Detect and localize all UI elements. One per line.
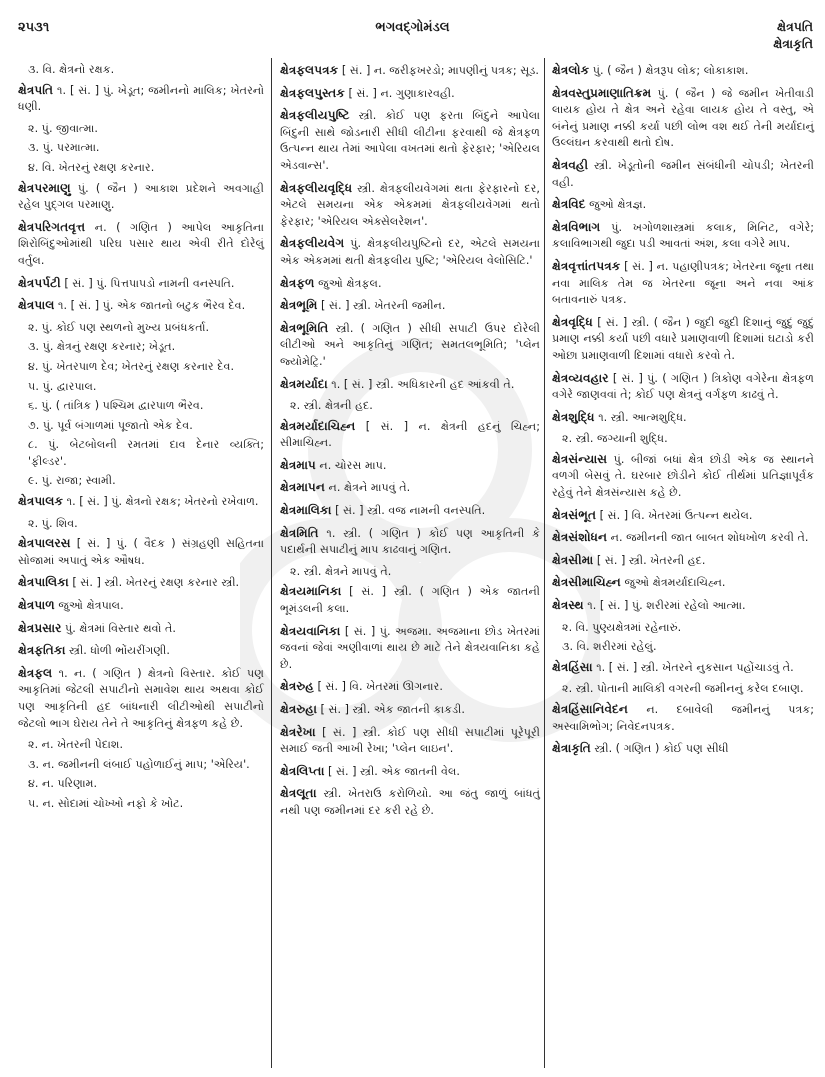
dictionary-entry <box>280 320 540 371</box>
definition-text: [ સં. ] સ્ત્રી. કોઈ પણ સીધી સપાટીમાં પૂરેપૂરી સમાઈ જતી આખી રેખા; 'પ્લેન લાઇન'. <box>280 725 540 756</box>
headword: ક્ષેત્રપતિ <box>18 82 54 97</box>
definition-text: ૪. પું. ખેતરપાળ દેવ; ખેતરનું રક્ષણ કરનાર દેવ. <box>28 359 235 373</box>
headword: ક્ષેત્રવિભાગ <box>552 219 601 234</box>
dictionary-entry <box>18 574 264 592</box>
page-number: ૨૫૩૧ <box>18 20 50 35</box>
headword: ક્ષેત્રવ્યવહાર <box>552 370 609 385</box>
definition-text: પું. ( જૈન ) આકાશ પ્રદેશને અવગાહી રહેલ પુદ્ગલ પરમાણુ. <box>18 181 264 212</box>
dictionary-entry <box>552 659 814 677</box>
entry-sense <box>28 398 264 415</box>
definition-text: ૨. ન. ખેતરની પેદાશ. <box>28 738 124 752</box>
headword: ક્ષેત્રપાલિકા <box>18 575 69 590</box>
entry-sense <box>28 776 264 793</box>
headword: ક્ષેત્રમાલિકા <box>280 503 332 518</box>
dictionary-entry <box>552 740 814 758</box>
definition-text: [ સં. ] સ્ત્રી. ખેતરનું રક્ષણ કરનાર સ્ત્રી. <box>72 576 240 590</box>
definition-text: ૧. [ સં. ] પું. ક્ષેત્રનો રક્ષક; ખેતરનો રખેવાળ. <box>66 495 259 509</box>
definition-text: પું. ખગોળશાસ્ત્રમાં કલાક, મિનિટ, વગેરે; કલાવિભાગથી જુદા પડી આવતાં અંશ, કલા વગેરે માપ. <box>552 220 814 251</box>
headword: ક્ષેત્રશુદ્ધિ <box>552 409 595 424</box>
dictionary-entry <box>280 701 540 719</box>
headword: ક્ષેત્રયવાનિકા <box>280 623 341 638</box>
definition-text: ૩. ન. જમીનની લંબાઈ પહોળાઈનું માપ; 'એરિય'. <box>28 757 250 771</box>
definition-text: સ્ત્રી. ( ગણિત ) સીધી સપાટી ઉપર દોરેલી લીટીઓ અને આકૃતિનું ગણિત; સમતલભૂમિતિ; 'પ્લેન જ્યોમેટ્રિ.' <box>280 321 540 368</box>
headword: ક્ષેત્રવસ્તુપ્રમાણાતિક્રમ <box>552 85 652 100</box>
entry-sense <box>290 398 540 415</box>
column-1 <box>18 62 264 816</box>
headword: ક્ષેત્રાકૃતિ <box>552 741 591 756</box>
headword: ક્ષેત્રપર્પટી <box>18 275 61 290</box>
entry-sense <box>28 339 264 356</box>
definition-text: ૨. પું. જીવાત્મા. <box>28 121 98 135</box>
entry-sense <box>28 418 264 435</box>
definition-text: [ સં. ] પું. ( વૈદક ) સંગ્રહણી સહિતના સોજામાં અપાતું એક ઔષધ. <box>18 537 264 567</box>
definition-text: ૫. ન. સોદામાં ચોખ્ખો નફો કે ખોટ. <box>28 796 184 810</box>
definition-text: જુઓ ક્ષેત્રફલ. <box>318 276 382 290</box>
dictionary-entry <box>552 314 814 365</box>
definition-text: પું. ( જૈન ) જે જમીન ખેતીવાડી લાયક હોય તે ક્ષેત્ર અને રહેવા લાયક હોય તે વસ્તુ, એ બંનેનું પ્રમાણ નક્કી કર્યા પછી લોભ વશ થઈ તેની મર્યાદાનું ઉલ્લંઘન કરવાથી થતો દોષ. <box>552 86 814 150</box>
dictionary-entry <box>18 597 264 615</box>
dictionary-entry <box>280 479 540 497</box>
definition-text: [ સં. ] સ્ત્રી. ( ગણિત ) એક જાતની ભૂમંડલની કલા. <box>280 585 540 616</box>
headword: ક્ષેત્રપરમાણુ <box>18 180 71 195</box>
headword: ક્ષેત્રહિંસા <box>552 659 593 674</box>
definition-text: [ સં. ] પું. અજમા. અજમાના છોડ ખેતરમાં જવનાં જેવાં અણીવાળાં થાય છે માટે તેને ક્ષેત્રયવાનિકા કહે છે. <box>280 624 540 671</box>
definition-text: [ સં. ] ન. જરીફખરડો; માપણીનું પત્રક; સૂડ. <box>341 64 539 77</box>
definition-text: ૩. વિ. ક્ષેત્રનો રક્ષક. <box>28 63 115 76</box>
definition-text: ન. ( ગણિત ) આપેલ આકૃતિના શિરોબિંદુઓમાંથી પરિઘ પસાર થાય એવી રીતે દોરેલું વર્તુલ. <box>18 220 265 267</box>
dictionary-entry <box>280 724 540 758</box>
definition-text: [ સં. ] પું. પિત્તપાપડો નામની વનસ્પતિ. <box>64 276 235 290</box>
definition-text: ૨. સ્ત્રી. ક્ષેત્રની હદ. <box>290 399 373 413</box>
definition-text: ૨. પું. કોઈ પણ સ્થળનો મુખ્ય પ્રબંધકર્તા. <box>28 320 210 334</box>
dictionary-entry <box>552 451 814 502</box>
entry-sense <box>28 737 264 754</box>
definition-text: ન. જમીનની જાત બાબત શોધખોળ કરવી તે. <box>610 531 809 545</box>
definition-text: ૨. સ્ત્રી. પોતાની માલિકી વગરની જમીનનું કરેલ દબાણ. <box>562 682 804 696</box>
dictionary-entry <box>552 370 814 404</box>
headword: ક્ષેત્રવૃત્તાંતપત્રક <box>552 258 621 273</box>
entry-sense <box>562 639 814 656</box>
headword: ક્ષેત્રફલપુસ્તક <box>280 85 345 100</box>
definition-text: ૪. ન. પરિણામ. <box>28 777 98 791</box>
headword: ક્ષેત્રમાપન <box>280 480 325 495</box>
dictionary-entry <box>18 297 264 315</box>
dictionary-entry <box>280 457 540 475</box>
headword: ક્ષેત્રરુહ <box>280 679 314 694</box>
definition-text: ૨. પું. શિવ. <box>28 516 78 530</box>
definition-text: ૯. પું. રાજા; સ્વામી. <box>28 474 116 488</box>
definition-text: [ સં. ] સ્ત્રી. ખેતરની હદ. <box>596 553 706 567</box>
headword: ક્ષેત્રલૂતા <box>280 786 317 801</box>
definition-text: [ સં. ] સ્ત્રી. ( જૈન ) જુદી જુદી દિશાનું જુદું જુદું પ્રમાણ નક્કી કર્યા પછી વધારે પ્રમાણવાળી દિશામાં ઘટાડો કરી ઓછા પ્રમાણવાળી દિશામાં વધારો કરવો તે. <box>552 315 815 362</box>
column-divider <box>544 58 545 1068</box>
definition-text: ન. ક્ષેત્રને માપવું તે. <box>328 481 411 495</box>
headword: ક્ષેત્રભૂમિ <box>280 298 318 313</box>
definition-text: [ સં. ] સ્ત્રી. એક જાતની કાકડી. <box>320 703 465 716</box>
headword: ક્ષેત્રફતિકા <box>18 643 66 658</box>
definition-text: સ્ત્રી. ખેડૂતોની જમીન સંબંધીની ચોપડી; ખેતરની વહી. <box>552 158 815 189</box>
headword: ક્ષેત્રલિપ્તા <box>280 763 325 778</box>
entry-sense <box>28 379 264 396</box>
definition-text: ૨. સ્ત્રી. ક્ષેત્રને માપવું તે. <box>290 564 392 578</box>
definition-text: સ્ત્રી. ખેતરાઉ કરોળિયો. આ જંતુ જાળું બાંધતું નથી પણ જમીનમાં દર કરી રહે છે. <box>280 787 540 817</box>
dictionary-entry <box>280 107 540 174</box>
definition-text: [ સં. ] ન. ક્ષેત્રની હદનું ચિહ્ન; સીમાચિહ્ન. <box>280 419 541 450</box>
page-header <box>0 14 825 54</box>
dictionary-entry <box>552 409 814 427</box>
headword: ક્ષેત્રસીમા <box>552 552 594 567</box>
headword: ક્ષેત્રપાલ <box>18 298 55 313</box>
definition-text: ૧. [ સં. ] સ્ત્રી. ખેતરને નુકસાન પહોંચાડવું તે. <box>596 660 794 674</box>
definition-text: જુઓ ક્ષેત્રપાલ. <box>58 599 124 613</box>
dictionary-entry <box>552 157 814 191</box>
definition-text: પું. ક્ષેત્રફલીયપુષ્ટિનો દર, એટલે સમયના એક એકમમાં થતી ક્ષેત્રફલીય પુષ્ટિ; 'એરિયલ વેલોસિટિ.' <box>280 237 540 267</box>
headword: ક્ષેત્રસંશોધન <box>552 530 608 545</box>
headword: ક્ષેત્રરેખા <box>280 724 316 739</box>
dictionary-entry <box>280 785 540 819</box>
headword: ક્ષેત્રભૂમિતિ <box>280 320 329 335</box>
dictionary-entry <box>552 196 814 214</box>
definition-text: [ સં. ] પું. ( ગણિત ) ત્રિકોણ વગેરેના ક્ષેત્રફળ વગેરે જાણવવાં તે; કોઈ પણ ક્ષેત્રનું વર્ગફળ કાઢવું તે. <box>552 371 814 402</box>
headword: ક્ષેત્રપરિગતવૃત્ત <box>18 219 86 234</box>
headword: ક્ષેત્રફળ <box>280 275 315 290</box>
entry-sense <box>28 516 264 533</box>
dictionary-entry <box>18 219 264 270</box>
column-divider <box>271 58 272 1068</box>
dictionary-entry <box>280 583 540 617</box>
headword: ક્ષેત્રસ્થ <box>552 598 584 613</box>
dictionary-entry <box>552 62 814 80</box>
headword: ક્ષેત્રવૃદ્ધિ <box>552 314 593 329</box>
dictionary-entry <box>18 665 264 732</box>
headword: ક્ષેત્રપાલરસ <box>18 536 71 551</box>
headword: ક્ષેત્રમિતિ <box>280 525 319 540</box>
dictionary-entry <box>552 219 814 253</box>
headword: ક્ષેત્રમર્યાદા <box>280 376 328 391</box>
definition-text: [ સં. ] સ્ત્રી. વજ નામની વનસ્પતિ. <box>335 504 486 518</box>
headword: ક્ષેત્રસંન્યાસ <box>552 451 608 466</box>
entry-sense <box>290 564 540 581</box>
definition-text: [ સં. ] ન. પહાણીપત્રક; ખેતરના જૂના તથા નવા માલિક તેમ જ ખેતરના જૂના અને નવા આંક બતાવનારું પત્રક. <box>552 259 814 307</box>
headword: ક્ષેત્રફલીયપુષ્ટિ <box>280 108 350 123</box>
definition-text: જુઓ ક્ષેત્રમર્યાદાચિહ્ન. <box>624 576 726 590</box>
guide-word-last: ક્ષેત્રાકૃતિ <box>773 36 813 51</box>
definition-text: ૩. વિ. શરીરમાં રહેલું. <box>562 640 657 654</box>
headword: ક્ષેત્રફલીયવેગ <box>280 236 345 251</box>
dictionary-entry <box>552 258 814 309</box>
headword: ક્ષેત્રપાલક <box>18 494 64 509</box>
headword: ક્ષેત્રહિંસાનિવેદન <box>552 702 628 716</box>
definition-text: ૫. પું. દ્વારપાલ. <box>28 379 97 393</box>
entry-sense <box>28 359 264 376</box>
definition-text: ૬. પું. ( તાંત્રિક ) પશ્ચિમ દ્વારપાળ ભૈરવ. <box>28 399 204 413</box>
dictionary-entry <box>552 85 814 152</box>
headword: ક્ષેત્રયમાનિકા <box>280 584 342 599</box>
headword: ક્ષેત્રફલપત્રક <box>280 63 339 77</box>
definition-text: [ સં. ] વિ. ખેતરમાં ઊગનાર. <box>317 680 443 694</box>
dictionary-entry <box>552 552 814 570</box>
definition-text: પું. ( જૈન ) ક્ષેત્રરૂપ લોક; લોકાકાશ. <box>592 64 749 77</box>
entry-sense <box>28 121 264 138</box>
dictionary-entry <box>280 525 540 559</box>
guide-words <box>773 18 813 52</box>
dictionary-entry <box>280 180 540 231</box>
dictionary-entry <box>552 507 814 525</box>
column-2 <box>280 62 540 825</box>
headword: ક્ષેત્રસંભૂત <box>552 507 597 522</box>
dictionary-entry <box>552 529 814 547</box>
definition-text: [ સં. ] સ્ત્રી. એક જાતની વેલ. <box>328 764 460 778</box>
entry-sense <box>28 437 264 470</box>
entry-sense <box>28 62 264 79</box>
entry-sense <box>28 160 264 177</box>
dictionary-entry <box>280 623 540 674</box>
entry-sense <box>562 431 814 448</box>
definition-text: સ્ત્રી. ધોળી ભોંયરીંગણી. <box>69 644 170 658</box>
definition-text: [ સં. ] ન. ગુણાકારવહી. <box>348 86 455 100</box>
definition-text: ૧. સ્ત્રી. આત્મશુદ્ધિ. <box>598 410 687 424</box>
definition-text: ૪. વિ. ખેતરનું રક્ષણ કરનાર. <box>28 160 155 174</box>
definition-text: ૩. પું. પરમાત્મા. <box>28 141 100 155</box>
dictionary-entry <box>18 620 264 638</box>
entry-sense <box>28 796 264 813</box>
definition-text: ૧. [ સં. ] પું. ખેડૂત; જમીનનો માલિક; ખેતરનો ધણી. <box>18 83 264 114</box>
dictionary-entry <box>18 535 264 569</box>
headword: ક્ષેત્રવહી <box>552 157 589 172</box>
guide-word-first: ક્ષેત્રપતિ <box>777 19 813 34</box>
dictionary-entry <box>18 180 264 214</box>
definition-text: ૭. પું. પૂર્વ બંગાળમાં પૂજાતો એક દેવ. <box>28 418 193 432</box>
dictionary-entry <box>280 235 540 269</box>
dictionary-entry <box>18 275 264 293</box>
page-title: ભગવદ્ગોમંડલ <box>375 20 450 35</box>
headword: ક્ષેત્રમર્યાદાચિહ્ન <box>280 418 356 433</box>
dictionary-entry <box>552 701 814 735</box>
definition-text: ૧. [ સં. ] પું. શરીરમાં રહેલો આત્મા. <box>587 599 746 613</box>
dictionary-entry <box>280 418 540 452</box>
dictionary-entry <box>552 574 814 592</box>
definition-text: ન. દબાવેલી જમીનનું પત્રક; અસ્વામિભોગ; નિવેદનપત્રક. <box>552 703 815 733</box>
dictionary-entry <box>18 493 264 511</box>
dictionary-entry <box>18 642 264 660</box>
definition-text: પું. ક્ષેત્રમાં વિસ્તાર થવો તે. <box>64 621 176 635</box>
definition-text: ૨. વિ. પુણ્યક્ષેત્રમાં રહેનારું. <box>562 620 682 634</box>
definition-text: સ્ત્રી. ક્ષેત્રફલીયવેગમાં થતા ફેરફારનો દર, એટલે સમયના એક એકમમાં ક્ષેત્રફલીયવેગમાં થતો ફેરફાર; 'એરિયલ એક્સેલરેશન'. <box>280 181 540 228</box>
definition-text: [ સં. ] સ્ત્રી. ખેતરની જમીન. <box>321 299 446 313</box>
entry-sense <box>562 620 814 637</box>
definition-text: ૧. [ સં. ] પું. એક જાતનો બટુક ભૈરવ દેવ. <box>58 299 246 313</box>
dictionary-entry <box>280 297 540 315</box>
headword: ક્ષેત્રપાળ <box>18 598 55 613</box>
definition-text: પું. બીજાં બધાં ક્ષેત્ર છોડી એક જ સ્થાનને વળગી બેસવું તે. ઘરબાર છોડીને કોઈ તીર્થમાં પ્રતિજ્ઞાપૂર્વક રહેવું તેને ક્ષેત્રસંન્યાસ કહે છે. <box>552 452 814 500</box>
headword: ક્ષેત્રમાપ <box>280 457 316 472</box>
definition-text: સ્ત્રી. ( ગણિત ) કોઈ પણ સીધી <box>594 742 729 756</box>
definition-text: ૧. સ્ત્રી. ( ગણિત ) કોઈ પણ આકૃતિની કે પદાર્થની સપાટીનું માપ કાઢવાનું ગણિત. <box>280 526 541 557</box>
dictionary-entry <box>280 275 540 293</box>
entry-sense <box>562 681 814 698</box>
headword: ક્ષેત્રરુહા <box>280 702 317 716</box>
entry-sense <box>28 140 264 157</box>
headword: ક્ષેત્રલોક <box>552 63 590 77</box>
definition-text: જુઓ ક્ષેત્રજ્ઞ. <box>589 198 647 212</box>
definition-text: ૮. પું. બેટબોલની રમતમાં દાવ દેનાર વ્યક્તિ; 'ફીલ્ડર'. <box>28 438 264 468</box>
definition-text: ન. ચોરસ માપ. <box>319 458 387 472</box>
dictionary-entry <box>280 678 540 696</box>
entry-sense <box>28 757 264 774</box>
dictionary-entry <box>18 82 264 116</box>
headword: ક્ષેત્રપ્રસાર <box>18 620 62 635</box>
headword: ક્ષેત્રફલીયવૃદ્ધિ <box>280 180 353 195</box>
definition-text: સ્ત્રી. કોઈ પણ ફરતા બિંદુને આપેલા બિંદુની સાથે જોડનારી સીધી લીટીના ફરવાથી જે ક્ષેત્રફળ ઉત્પન્ન થાય તેમાં આપેલા વખતમાં થતો ફેરફાર; 'એરિયલ એડવાન્સ'. <box>280 109 540 172</box>
entry-sense <box>28 473 264 490</box>
headword: ક્ષેત્રવિદ <box>552 197 586 212</box>
definition-text: ૩. પું. ક્ષેત્રનું રક્ષણ કરનાર; ખેડૂત. <box>28 340 176 354</box>
dictionary-entry <box>280 62 540 80</box>
dictionary-entry <box>552 597 814 615</box>
dictionary-entry <box>280 85 540 103</box>
column-3 <box>552 62 814 763</box>
definition-text: [ સં. ] વિ. ખેતરમાં ઉત્પન્ન થયેલ. <box>599 508 753 522</box>
definition-text: ૨. સ્ત્રી. જગ્યાની શુદ્ધિ. <box>562 432 668 446</box>
headword: ક્ષેત્રફલ <box>18 665 53 680</box>
dictionary-entry <box>280 376 540 394</box>
definition-text: ૧. ન. ( ગણિત ) ક્ષેત્રનો વિસ્તાર. કોઈ પણ આકૃતિમાં જેટલી સપાટીનો સમાવેશ થાય અથવા કોઈ પણ આકૃતિની હદ બાંધનારી લીટીઓથી સપાટીનો જેટલો ભાગ ઘેરાય તેને તે આકૃતિનું ક્ષેત્રફળ કહે છે. <box>18 666 264 730</box>
dictionary-entry <box>280 502 540 520</box>
dictionary-entry <box>280 763 540 781</box>
definition-text: ૧. [ સં. ] સ્ત્રી. અધિકારની હદ આંકવી તે. <box>331 377 515 391</box>
entry-sense <box>28 320 264 337</box>
headword: ક્ષેત્રસીમાચિહ્ન <box>552 575 621 590</box>
